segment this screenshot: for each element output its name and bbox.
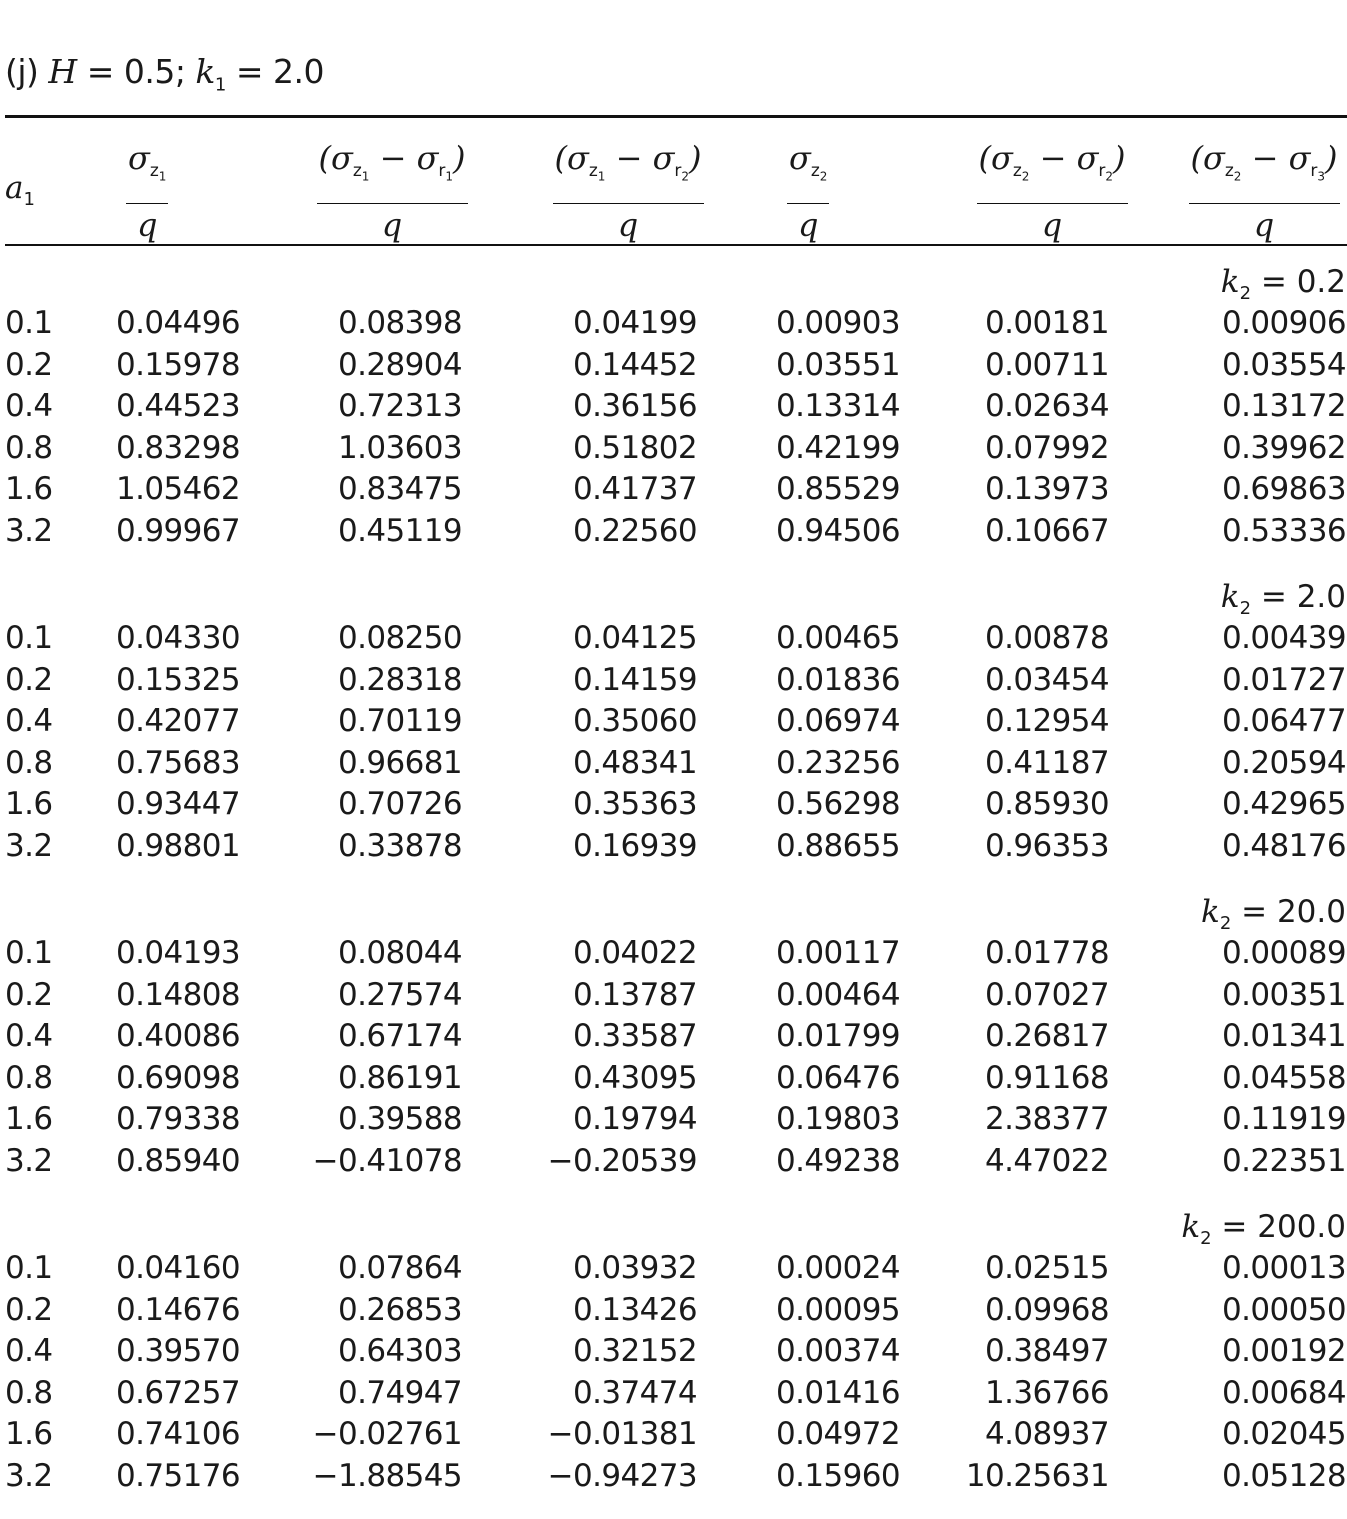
k2-subscript: 2: [1239, 598, 1252, 620]
cell-value: 0.14452: [573, 346, 697, 383]
cell-value: 0.98801: [116, 828, 240, 864]
table-row: [0, 388, 1347, 428]
cell-value: 0.11919: [1222, 1101, 1346, 1138]
sigma-symbol: σ: [330, 139, 353, 177]
cell-value: 0.37474: [573, 1374, 697, 1411]
cell-value: 0.69098: [116, 1059, 240, 1096]
subscript: z: [149, 161, 159, 182]
cell-value: 0.83298: [116, 429, 240, 466]
cell-value: 0.20594: [1222, 744, 1346, 781]
table-row: [0, 828, 1347, 868]
cell-value: −1.88545: [312, 1458, 462, 1494]
cell-value: 0.93447: [116, 786, 240, 823]
cell-value: 10.25631: [965, 1458, 1109, 1494]
cell-value: 0.04022: [573, 935, 697, 971]
cell-a1: 3.2: [5, 513, 53, 549]
sub-subscript: 1: [445, 169, 454, 184]
open-paren: (: [1190, 139, 1203, 177]
cell-value: 0.04558: [1222, 1059, 1346, 1096]
cell-value: 0.22560: [573, 513, 697, 549]
subscript: z: [810, 161, 820, 182]
subscript: r: [674, 161, 682, 182]
subscript: z: [1012, 161, 1022, 182]
column-header-5: [977, 136, 1128, 246]
cell-value: 0.70726: [338, 786, 462, 823]
sigma-symbol: σ: [1288, 139, 1311, 177]
cell-value: −0.01381: [547, 1416, 697, 1453]
cell-value: 0.38497: [985, 1333, 1109, 1370]
sigma-symbol: σ: [789, 139, 811, 177]
cell-value: 0.33587: [573, 1018, 697, 1055]
k2-value: = 20.0: [1231, 894, 1346, 930]
k2-symbol: k: [1220, 264, 1240, 300]
cell-value: 0.03554: [1222, 346, 1346, 383]
cell-value: 0.15978: [116, 346, 240, 383]
cell-value: 0.01727: [1222, 661, 1346, 698]
cell-value: 0.27574: [338, 976, 462, 1013]
header-denominator: q: [381, 205, 403, 244]
minus-sign: −: [605, 139, 653, 177]
k2-subscript: 2: [1200, 1228, 1212, 1250]
cell-value: 0.86191: [338, 1059, 462, 1096]
cell-a1: 3.2: [5, 1458, 53, 1494]
k2-symbol: k: [1181, 1209, 1201, 1245]
cell-value: 0.00181: [985, 305, 1109, 341]
cell-value: 0.36156: [573, 388, 697, 425]
table-row: [0, 620, 1347, 660]
cell-value: 0.04199: [573, 305, 697, 341]
header-numerator: [1189, 136, 1340, 204]
cell-a1: 0.2: [5, 976, 53, 1013]
section-label-k2: [1221, 264, 1346, 304]
title-k1-subscript: 1: [214, 74, 226, 96]
sub-subscript: 1: [158, 169, 167, 184]
cell-value: 0.06477: [1222, 703, 1346, 740]
cell-value: 0.13973: [985, 471, 1109, 508]
header-denominator: q: [1041, 205, 1063, 244]
column-header-3: [553, 136, 704, 246]
cell-value: 0.53336: [1222, 513, 1346, 549]
cell-value: 0.14808: [116, 976, 240, 1013]
cell-a1: 0.8: [5, 429, 53, 466]
cell-value: 0.04160: [116, 1250, 240, 1286]
table-row: [0, 347, 1347, 387]
header-denominator: q: [136, 205, 158, 244]
cell-value: 0.00089: [1222, 935, 1346, 971]
cell-a1: 0.2: [5, 1291, 53, 1328]
a1-symbol: a: [5, 170, 24, 206]
cell-value: −0.02761: [312, 1416, 462, 1453]
k2-symbol: k: [1201, 894, 1220, 930]
cell-value: 0.02634: [985, 388, 1109, 425]
minus-sign: −: [1029, 139, 1077, 177]
close-paren: ): [453, 139, 466, 177]
cell-value: 0.08398: [338, 305, 462, 341]
cell-value: 0.04125: [573, 620, 697, 656]
table-row: [0, 703, 1347, 743]
cell-value: 0.04330: [116, 620, 240, 656]
table-row: [0, 1101, 1347, 1141]
cell-value: −0.94273: [547, 1458, 697, 1494]
sub-subscript: 3: [1317, 169, 1326, 184]
section-label-k2: [1221, 579, 1346, 619]
open-paren: (: [554, 139, 567, 177]
cell-value: 0.00192: [1222, 1333, 1346, 1370]
cell-a1: 0.4: [5, 1333, 53, 1370]
sigma-symbol: σ: [416, 139, 439, 177]
close-paren: ): [689, 139, 702, 177]
cell-value: 0.00095: [776, 1291, 900, 1328]
cell-a1: 0.1: [5, 305, 53, 341]
table-top-rule: [5, 115, 1347, 118]
cell-value: 0.07864: [338, 1250, 462, 1286]
cell-a1: 0.1: [5, 1250, 53, 1286]
subscript: r: [1098, 161, 1106, 182]
cell-value: 0.10667: [985, 513, 1109, 549]
cell-value: 0.00906: [1222, 305, 1346, 341]
cell-value: 0.39570: [116, 1333, 240, 1370]
cell-value: 0.75683: [116, 744, 240, 781]
cell-value: 0.00464: [776, 976, 900, 1013]
cell-value: 0.02515: [985, 1250, 1109, 1286]
header-numerator: [977, 136, 1128, 204]
cell-value: 0.00351: [1222, 976, 1346, 1013]
cell-value: 0.64303: [338, 1333, 462, 1370]
cell-a1: 3.2: [5, 1143, 53, 1179]
cell-value: 0.69863: [1222, 471, 1346, 508]
header-numerator: [317, 136, 468, 204]
section-label-k2: [1201, 894, 1346, 934]
open-paren: (: [978, 139, 991, 177]
cell-value: 0.00439: [1222, 620, 1346, 656]
cell-a1: 1.6: [5, 786, 53, 823]
header-denominator: q: [1253, 205, 1275, 244]
cell-value: 0.00711: [985, 346, 1109, 383]
cell-value: 0.08044: [338, 935, 462, 971]
cell-value: 0.85529: [776, 471, 900, 508]
cell-a1: 0.2: [5, 346, 53, 383]
table-row: [0, 1416, 1347, 1456]
cell-value: 0.01799: [776, 1018, 900, 1055]
cell-value: 0.85940: [116, 1143, 240, 1179]
cell-value: 2.38377: [985, 1101, 1109, 1138]
column-header-4: [787, 136, 829, 246]
cell-value: 0.96353: [985, 828, 1109, 864]
column-header-1: [126, 136, 168, 246]
cell-a1: 1.6: [5, 471, 53, 508]
cell-value: 4.08937: [985, 1416, 1109, 1453]
sub-subscript: 1: [361, 169, 370, 184]
table-title: [5, 52, 324, 96]
cell-value: 0.39588: [338, 1101, 462, 1138]
title-H-value: = 0.5;: [76, 52, 196, 91]
header-bottom-rule: [5, 244, 1347, 246]
subscript: r: [438, 161, 446, 182]
header-numerator: [126, 136, 168, 204]
cell-value: 0.67257: [116, 1374, 240, 1411]
close-paren: ): [1325, 139, 1338, 177]
k2-value: = 200.0: [1211, 1209, 1346, 1245]
cell-a1: 0.4: [5, 703, 53, 740]
cell-value: 0.28904: [338, 346, 462, 383]
title-k1-value: = 2.0: [225, 52, 324, 91]
cell-value: 0.07027: [985, 976, 1109, 1013]
cell-value: 0.23256: [776, 744, 900, 781]
cell-a1: 0.4: [5, 1018, 53, 1055]
k2-subscript: 2: [1219, 913, 1232, 935]
cell-value: 0.00024: [776, 1250, 900, 1286]
cell-value: 0.94506: [776, 513, 900, 549]
cell-value: 0.56298: [776, 786, 900, 823]
sigma-symbol: σ: [1202, 139, 1225, 177]
cell-value: 0.04972: [776, 1416, 900, 1453]
subscript: r: [1310, 161, 1318, 182]
table-row: [0, 1458, 1347, 1498]
cell-value: −0.41078: [312, 1143, 462, 1179]
cell-value: 0.51802: [573, 429, 697, 466]
cell-value: 1.03603: [338, 429, 462, 466]
column-header-a1: [5, 170, 35, 210]
cell-value: 0.19794: [573, 1101, 697, 1138]
cell-value: 0.04496: [116, 305, 240, 341]
sub-subscript: 2: [1105, 169, 1114, 184]
table-row: [0, 1375, 1347, 1415]
cell-value: 0.06476: [776, 1059, 900, 1096]
cell-value: 0.07992: [985, 429, 1109, 466]
cell-value: 0.04193: [116, 935, 240, 971]
k2-value: = 2.0: [1251, 579, 1346, 615]
cell-value: 0.74106: [116, 1416, 240, 1453]
cell-value: 0.39962: [1222, 429, 1346, 466]
cell-value: 0.79338: [116, 1101, 240, 1138]
minus-sign: −: [369, 139, 417, 177]
table-row: [0, 662, 1347, 702]
subscript: z: [1224, 161, 1234, 182]
cell-value: 0.00903: [776, 305, 900, 341]
header-numerator: [787, 136, 829, 204]
sub-subscript: 2: [1233, 169, 1242, 184]
table-row: [0, 1018, 1347, 1058]
cell-a1: 1.6: [5, 1101, 53, 1138]
column-header-6: [1189, 136, 1340, 246]
sigma-symbol: σ: [652, 139, 675, 177]
k2-subscript: 2: [1239, 283, 1252, 305]
cell-value: 4.47022: [985, 1143, 1109, 1179]
cell-value: 0.14676: [116, 1291, 240, 1328]
cell-value: 0.08250: [338, 620, 462, 656]
cell-value: 0.32152: [573, 1333, 697, 1370]
subscript: z: [588, 161, 598, 182]
cell-value: 0.09968: [985, 1291, 1109, 1328]
table-row: [0, 1333, 1347, 1373]
cell-value: 0.03454: [985, 661, 1109, 698]
cell-value: 0.15325: [116, 661, 240, 698]
cell-value: 0.49238: [776, 1143, 900, 1179]
sigma-symbol: σ: [990, 139, 1013, 177]
cell-a1: 0.2: [5, 661, 53, 698]
cell-value: 0.45119: [338, 513, 462, 549]
cell-value: 0.28318: [338, 661, 462, 698]
cell-value: 0.01341: [1222, 1018, 1346, 1055]
cell-value: 0.00374: [776, 1333, 900, 1370]
sigma-symbol: σ: [1076, 139, 1099, 177]
cell-value: 0.99967: [116, 513, 240, 549]
header-numerator: [553, 136, 704, 204]
column-header-2: [317, 136, 468, 246]
minus-sign: −: [1241, 139, 1289, 177]
sub-subscript: 2: [1021, 169, 1030, 184]
cell-value: 1.36766: [985, 1374, 1109, 1411]
cell-value: 0.05128: [1222, 1458, 1346, 1494]
cell-a1: 0.8: [5, 744, 53, 781]
cell-value: 0.00050: [1222, 1291, 1346, 1328]
cell-value: 0.72313: [338, 388, 462, 425]
k2-value: = 0.2: [1251, 264, 1346, 300]
cell-value: 0.26817: [985, 1018, 1109, 1055]
table-row: [0, 1292, 1347, 1332]
cell-value: 0.16939: [573, 828, 697, 864]
cell-a1: 1.6: [5, 1416, 53, 1453]
cell-value: 0.01778: [985, 935, 1109, 971]
title-prefix: (j): [5, 52, 49, 91]
table-row: [0, 1143, 1347, 1183]
cell-value: 0.44523: [116, 388, 240, 425]
cell-value: 0.41737: [573, 471, 697, 508]
cell-value: 0.00878: [985, 620, 1109, 656]
cell-value: 0.48341: [573, 744, 697, 781]
cell-value: 0.40086: [116, 1018, 240, 1055]
cell-value: 0.74947: [338, 1374, 462, 1411]
cell-value: 0.01416: [776, 1374, 900, 1411]
sub-subscript: 1: [597, 169, 606, 184]
cell-value: −0.20539: [547, 1143, 697, 1179]
cell-value: 0.13426: [573, 1291, 697, 1328]
title-H-symbol: H: [48, 52, 77, 91]
cell-value: 0.41187: [985, 744, 1109, 781]
cell-value: 0.35363: [573, 786, 697, 823]
header-denominator: q: [617, 205, 639, 244]
cell-value: 0.06974: [776, 703, 900, 740]
cell-value: 0.00013: [1222, 1250, 1346, 1286]
table-row: [0, 786, 1347, 826]
cell-a1: 0.1: [5, 935, 53, 971]
cell-a1: 0.8: [5, 1059, 53, 1096]
table-row: [0, 977, 1347, 1017]
cell-a1: 3.2: [5, 828, 53, 864]
cell-value: 0.14159: [573, 661, 697, 698]
cell-value: 0.91168: [985, 1059, 1109, 1096]
cell-a1: 0.4: [5, 388, 53, 425]
cell-value: 1.05462: [116, 471, 240, 508]
table-row: [0, 471, 1347, 511]
cell-value: 0.12954: [985, 703, 1109, 740]
cell-value: 0.70119: [338, 703, 462, 740]
cell-value: 0.19803: [776, 1101, 900, 1138]
table-row: [0, 1250, 1347, 1290]
cell-value: 0.48176: [1222, 828, 1346, 864]
open-paren: (: [318, 139, 331, 177]
cell-value: 0.15960: [776, 1458, 900, 1494]
cell-value: 0.13172: [1222, 388, 1346, 425]
cell-value: 0.43095: [573, 1059, 697, 1096]
cell-value: 0.03551: [776, 346, 900, 383]
table-row: [0, 430, 1347, 470]
cell-value: 0.42077: [116, 703, 240, 740]
header-denominator: q: [797, 205, 819, 244]
sub-subscript: 2: [819, 169, 828, 184]
table-row: [0, 305, 1347, 345]
table-row: [0, 935, 1347, 975]
cell-value: 0.35060: [573, 703, 697, 740]
cell-value: 0.33878: [338, 828, 462, 864]
subscript: z: [352, 161, 362, 182]
cell-value: 0.00684: [1222, 1374, 1346, 1411]
title-k1-symbol: k: [195, 52, 215, 91]
sub-subscript: 2: [681, 169, 690, 184]
cell-value: 0.67174: [338, 1018, 462, 1055]
cell-a1: 0.8: [5, 1374, 53, 1411]
cell-value: 0.88655: [776, 828, 900, 864]
cell-value: 0.42199: [776, 429, 900, 466]
cell-value: 0.96681: [338, 744, 462, 781]
cell-value: 0.42965: [1222, 786, 1346, 823]
section-label-k2: [1181, 1209, 1346, 1249]
table-row: [0, 745, 1347, 785]
cell-value: 0.13787: [573, 976, 697, 1013]
cell-value: 0.00117: [776, 935, 900, 971]
cell-value: 0.75176: [116, 1458, 240, 1494]
cell-value: 0.26853: [338, 1291, 462, 1328]
close-paren: ): [1113, 139, 1126, 177]
cell-value: 0.22351: [1222, 1143, 1346, 1179]
sigma-symbol: σ: [566, 139, 589, 177]
cell-a1: 0.1: [5, 620, 53, 656]
sigma-symbol: σ: [128, 139, 150, 177]
k2-symbol: k: [1220, 579, 1240, 615]
table-row: [0, 513, 1347, 553]
cell-value: 0.85930: [985, 786, 1109, 823]
cell-value: 0.13314: [776, 388, 900, 425]
a1-subscript: 1: [23, 189, 35, 211]
cell-value: 0.03932: [573, 1250, 697, 1286]
cell-value: 0.01836: [776, 661, 900, 698]
cell-value: 0.83475: [338, 471, 462, 508]
table-row: [0, 1060, 1347, 1100]
cell-value: 0.02045: [1222, 1416, 1346, 1453]
cell-value: 0.00465: [776, 620, 900, 656]
